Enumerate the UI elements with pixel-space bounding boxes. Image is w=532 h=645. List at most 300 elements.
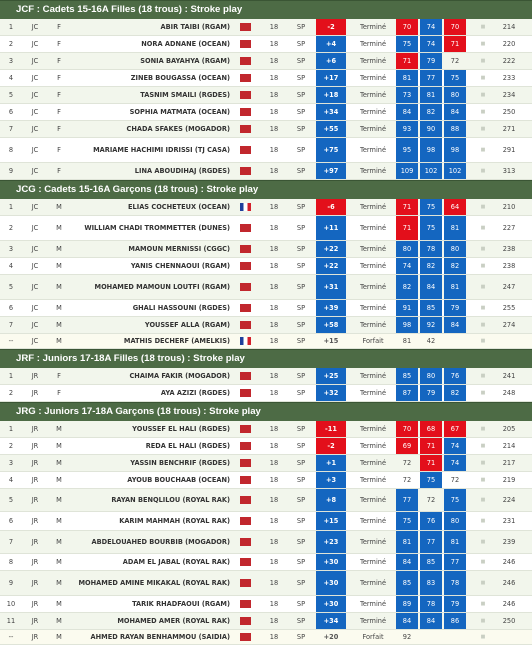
- to-par-cell: +18: [316, 87, 346, 103]
- total-score: 220: [502, 40, 516, 48]
- holes-cell: 18: [269, 57, 279, 65]
- round2-score: 77: [420, 531, 442, 553]
- holes-cell: 18: [269, 425, 279, 433]
- total-score: 291: [502, 146, 516, 154]
- flag-icon: [240, 531, 252, 553]
- detail-dot-icon[interactable]: ■: [480, 460, 486, 466]
- morocco-flag-icon: [240, 146, 251, 154]
- detail-dot-icon[interactable]: ■: [480, 518, 486, 524]
- detail-dot-icon[interactable]: ■: [480, 443, 486, 449]
- gender-cell: F: [57, 74, 61, 82]
- detail-dot-icon[interactable]: ■: [480, 580, 486, 586]
- status-cell: Terminé: [359, 23, 387, 31]
- rank-cell: 5: [8, 283, 14, 291]
- player-row[interactable]: [0, 512, 532, 531]
- category-cell: JC: [31, 23, 39, 31]
- to-par-cell: +97: [316, 163, 346, 179]
- player-name[interactable]: LINA ABOUDIHAJ (RGDES): [134, 166, 230, 175]
- detail-dot-icon[interactable]: ■: [480, 147, 486, 153]
- total-score: 241: [502, 372, 516, 380]
- player-row[interactable]: [0, 199, 532, 216]
- player-name[interactable]: TASNIM SMAILI (RGDES): [140, 90, 230, 99]
- to-par-cell: -11: [316, 421, 346, 437]
- category-cell: JR: [31, 442, 39, 450]
- flag-icon: [240, 53, 252, 69]
- total-score: [500, 334, 518, 348]
- detail-dot-icon[interactable]: ■: [480, 634, 486, 640]
- status-cell: Terminé: [359, 91, 387, 99]
- to-par-cell: +25: [316, 368, 346, 384]
- rank-cell: --: [8, 633, 14, 641]
- rank-cell: 2: [8, 442, 14, 450]
- format-cell: SP: [296, 425, 306, 433]
- round2-score: 75: [420, 216, 442, 240]
- round2-score: 85: [420, 554, 442, 570]
- round1-score: 91: [396, 300, 418, 316]
- holes-cell: 18: [269, 74, 279, 82]
- player-row[interactable]: [0, 554, 532, 571]
- flag-icon: [240, 216, 252, 240]
- round1-score: 70: [396, 421, 418, 437]
- status-cell: Terminé: [359, 57, 387, 65]
- detail-dot-icon[interactable]: ■: [480, 168, 486, 174]
- total-score: 214: [502, 23, 516, 31]
- format-cell: SP: [296, 91, 306, 99]
- category-cell: JR: [31, 617, 39, 625]
- player-name[interactable]: MOHAMED AMINE MIKAKAL (ROYAL RAK): [78, 578, 230, 587]
- status-cell: Terminé: [359, 496, 387, 504]
- morocco-flag-icon: [240, 617, 251, 625]
- gender-cell: M: [56, 617, 62, 625]
- player-row[interactable]: [0, 630, 532, 645]
- status-cell: Terminé: [359, 372, 387, 380]
- detail-dot-icon[interactable]: ■: [480, 75, 486, 81]
- player-row[interactable]: [0, 241, 532, 258]
- player-row[interactable]: [0, 531, 532, 554]
- player-name[interactable]: MARIAME HACHIMI IDRISSI (TJ CASA): [93, 145, 230, 154]
- to-par-cell: +32: [316, 385, 346, 401]
- player-row[interactable]: [0, 70, 532, 87]
- player-row[interactable]: [0, 36, 532, 53]
- player-name[interactable]: SOPHIA MATMATA (OCEAN): [129, 107, 230, 116]
- detail-dot-icon[interactable]: ■: [480, 246, 486, 252]
- player-name[interactable]: GHALI HASSOUNI (RGDES): [132, 303, 230, 312]
- detail-dot-icon[interactable]: ■: [480, 601, 486, 607]
- player-row[interactable]: [0, 596, 532, 613]
- detail-dot-icon[interactable]: ■: [480, 539, 486, 545]
- rank-cell: 8: [8, 146, 14, 154]
- gender-cell: M: [56, 304, 62, 312]
- morocco-flag-icon: [240, 558, 251, 566]
- player-name[interactable]: YOUSSEF ALLA (RGAM): [144, 320, 230, 329]
- round2-score: 83: [420, 571, 442, 595]
- section-header: JRG : Juniors 17-18A Garçons (18 trous) : Stroke play: [0, 402, 532, 421]
- detail-dot-icon[interactable]: ■: [480, 390, 486, 396]
- rank-cell: 1: [8, 425, 14, 433]
- round1-score: 81: [396, 531, 418, 553]
- flag-icon: [240, 87, 252, 103]
- morocco-flag-icon: [240, 600, 251, 608]
- round2-score: 82: [420, 258, 442, 274]
- player-name[interactable]: NORA ADNANE (OCEAN): [141, 39, 230, 48]
- holes-cell: 18: [269, 558, 279, 566]
- format-cell: SP: [296, 538, 306, 546]
- player-name[interactable]: AHMED RAYAN BENHAMMOU (SAIDIA): [90, 632, 230, 641]
- detail-dot-icon[interactable]: ■: [480, 322, 486, 328]
- round2-score: 74: [420, 36, 442, 52]
- to-par-cell: +30: [316, 554, 346, 570]
- holes-cell: 18: [269, 262, 279, 270]
- total-score: 250: [502, 617, 516, 625]
- status-cell: Terminé: [359, 476, 387, 484]
- player-row[interactable]: [0, 421, 532, 438]
- to-par-cell: +75: [316, 138, 346, 162]
- total-score: 217: [502, 459, 516, 467]
- round2-score: 68: [420, 421, 442, 437]
- round1-score: 70: [396, 19, 418, 35]
- round1-score: 71: [396, 199, 418, 215]
- flag-icon: [240, 554, 252, 570]
- round3-score: 79: [444, 596, 466, 612]
- status-cell: Forfait: [362, 633, 384, 641]
- round1-score: 77: [396, 489, 418, 511]
- category-cell: JR: [31, 600, 39, 608]
- gender-cell: F: [57, 91, 61, 99]
- round3-score: 81: [444, 275, 466, 299]
- player-name[interactable]: TARIK RHADFAOUI (RGAM): [132, 599, 230, 608]
- rank-cell: 7: [8, 125, 14, 133]
- morocco-flag-icon: [240, 304, 251, 312]
- status-cell: Terminé: [359, 425, 387, 433]
- round2-score: 77: [420, 70, 442, 86]
- gender-cell: M: [56, 262, 62, 270]
- detail-dot-icon[interactable]: ■: [480, 204, 486, 210]
- player-name[interactable]: YANIS CHENNAOUI (RGAM): [130, 261, 230, 270]
- format-cell: SP: [296, 517, 306, 525]
- status-cell: Terminé: [359, 74, 387, 82]
- gender-cell: F: [57, 167, 61, 175]
- player-row[interactable]: [0, 216, 532, 241]
- format-cell: SP: [296, 108, 306, 116]
- player-name[interactable]: MOHAMED MAMOUN LOUTFI (RGAM): [94, 282, 230, 291]
- player-name[interactable]: MAMOUN MERNISSI (CGGC): [128, 244, 230, 253]
- round2-score: 84: [420, 613, 442, 629]
- detail-dot-icon[interactable]: ■: [480, 24, 486, 30]
- player-row[interactable]: [0, 571, 532, 596]
- detail-dot-icon[interactable]: ■: [480, 284, 486, 290]
- player-name[interactable]: KARIM MAHMAH (ROYAL RAK): [119, 516, 230, 525]
- detail-dot-icon[interactable]: ■: [480, 373, 486, 379]
- category-cell: JR: [31, 558, 39, 566]
- round3-score: 79: [444, 300, 466, 316]
- category-cell: JC: [31, 40, 39, 48]
- player-name[interactable]: MATHIS DECHERF (AMELKIS): [123, 336, 230, 345]
- round3-score: 72: [450, 476, 460, 484]
- round3-score: 74: [444, 455, 466, 471]
- rank-cell: 11: [6, 617, 16, 625]
- round2-score: 72: [426, 496, 436, 504]
- round2-score: 42: [426, 337, 436, 345]
- rank-cell: 2: [8, 224, 14, 232]
- holes-cell: 18: [269, 203, 279, 211]
- player-row[interactable]: [0, 121, 532, 138]
- rank-cell: 6: [8, 517, 14, 525]
- round2-score: 78: [420, 241, 442, 257]
- detail-dot-icon[interactable]: ■: [480, 41, 486, 47]
- player-row[interactable]: [0, 19, 532, 36]
- player-name[interactable]: YOUSSEF EL HALI (RGDES): [132, 424, 230, 433]
- player-row[interactable]: [0, 334, 532, 349]
- player-name[interactable]: REDA EL HALI (RGDES): [145, 441, 230, 450]
- player-row[interactable]: [0, 317, 532, 334]
- holes-cell: 18: [269, 283, 279, 291]
- to-par-cell: +22: [316, 258, 346, 274]
- round2-score: 84: [420, 275, 442, 299]
- round1-score: 82: [396, 275, 418, 299]
- detail-dot-icon[interactable]: ■: [480, 426, 486, 432]
- status-cell: Terminé: [359, 321, 387, 329]
- round1-score: 84: [396, 554, 418, 570]
- gender-cell: M: [56, 496, 62, 504]
- round3-score: 77: [444, 554, 466, 570]
- player-name[interactable]: MOHAMED AMER (ROYAL RAK): [117, 616, 230, 625]
- holes-cell: 18: [269, 517, 279, 525]
- player-name[interactable]: AYA AZIZI (RGDES): [160, 388, 230, 397]
- total-score: 313: [502, 167, 516, 175]
- section-header: JCG : Cadets 15-16A Garçons (18 trous) : Stroke play: [0, 180, 532, 199]
- player-row[interactable]: [0, 613, 532, 630]
- round2-score: 75: [420, 199, 442, 215]
- player-row[interactable]: [0, 258, 532, 275]
- to-par-cell: +58: [316, 317, 346, 333]
- round3-score: 78: [444, 571, 466, 595]
- category-cell: JR: [31, 633, 39, 641]
- morocco-flag-icon: [240, 224, 251, 232]
- player-name[interactable]: ABIR TAIBI (RGAM): [160, 22, 230, 31]
- round1-score: 71: [396, 216, 418, 240]
- morocco-flag-icon: [240, 167, 251, 175]
- player-row[interactable]: [0, 368, 532, 385]
- detail-dot-icon[interactable]: ■: [480, 263, 486, 269]
- detail-dot-icon[interactable]: ■: [480, 477, 486, 483]
- round2-score: 81: [420, 87, 442, 103]
- status-cell: Terminé: [359, 304, 387, 312]
- morocco-flag-icon: [240, 425, 251, 433]
- total-score: 247: [502, 283, 516, 291]
- category-cell: JC: [31, 125, 39, 133]
- format-cell: SP: [296, 337, 306, 345]
- player-row[interactable]: [0, 53, 532, 70]
- section-header: JCF : Cadets 15-16A Filles (18 trous) : Stroke play: [0, 0, 532, 19]
- detail-dot-icon[interactable]: ■: [480, 559, 486, 565]
- category-cell: JR: [31, 579, 39, 587]
- status-cell: Terminé: [359, 558, 387, 566]
- morocco-flag-icon: [240, 40, 251, 48]
- gender-cell: M: [56, 321, 62, 329]
- round3-score: [444, 334, 466, 348]
- gender-cell: M: [56, 517, 62, 525]
- gender-cell: M: [56, 538, 62, 546]
- gender-cell: M: [56, 600, 62, 608]
- round2-score: 82: [420, 104, 442, 120]
- player-row[interactable]: [0, 87, 532, 104]
- player-name[interactable]: CHAIMA FAKIR (MOGADOR): [129, 371, 230, 380]
- player-name[interactable]: WILLIAM CHADI TROMMETTER (DUNES): [84, 223, 230, 232]
- status-cell: Terminé: [359, 262, 387, 270]
- player-name[interactable]: ELIAS COCHETEUX (OCEAN): [128, 202, 230, 211]
- player-row[interactable]: [0, 275, 532, 300]
- gender-cell: F: [57, 146, 61, 154]
- holes-cell: 18: [269, 224, 279, 232]
- holes-cell: 18: [269, 321, 279, 329]
- gender-cell: M: [56, 476, 62, 484]
- detail-dot-icon[interactable]: ■: [480, 305, 486, 311]
- round3-score: 74: [444, 438, 466, 454]
- status-cell: Terminé: [359, 600, 387, 608]
- round1-score: 109: [396, 163, 418, 179]
- holes-cell: 18: [269, 108, 279, 116]
- player-row[interactable]: [0, 455, 532, 472]
- to-par-cell: -2: [316, 438, 346, 454]
- player-row[interactable]: [0, 300, 532, 317]
- total-score: 239: [502, 538, 516, 546]
- to-par-cell: +3: [316, 472, 346, 488]
- gender-cell: F: [57, 389, 61, 397]
- player-name[interactable]: YASSIN BENCHRIF (RGDES): [130, 458, 230, 467]
- player-row[interactable]: [0, 385, 532, 402]
- player-name[interactable]: RAYAN BENQLILOU (ROYAL RAK): [111, 495, 230, 504]
- flag-icon: [240, 438, 252, 454]
- rank-cell: 4: [8, 476, 14, 484]
- round1-score: 71: [396, 53, 418, 69]
- format-cell: SP: [296, 459, 306, 467]
- category-cell: JC: [31, 304, 39, 312]
- morocco-flag-icon: [240, 91, 251, 99]
- flag-icon: [240, 258, 252, 274]
- player-row[interactable]: [0, 489, 532, 512]
- round1-score: 73: [396, 87, 418, 103]
- round1-score: 72: [402, 459, 412, 467]
- round1-score: 74: [396, 258, 418, 274]
- format-cell: SP: [296, 633, 306, 641]
- to-par-cell: +55: [316, 121, 346, 137]
- format-cell: SP: [296, 496, 306, 504]
- format-cell: SP: [296, 224, 306, 232]
- round1-score: 75: [396, 512, 418, 530]
- player-row[interactable]: [0, 104, 532, 121]
- status-cell: Forfait: [362, 337, 384, 345]
- player-row[interactable]: [0, 163, 532, 180]
- player-name[interactable]: CHADA SFAKES (MOGADOR): [126, 124, 230, 133]
- to-par-cell: +17: [316, 70, 346, 86]
- status-cell: Terminé: [359, 283, 387, 291]
- total-score: 271: [502, 125, 516, 133]
- status-cell: Terminé: [359, 167, 387, 175]
- to-par-cell: +34: [316, 613, 346, 629]
- detail-dot-icon[interactable]: ■: [480, 225, 486, 231]
- status-cell: Terminé: [359, 517, 387, 525]
- total-score: 219: [502, 476, 516, 484]
- status-cell: Terminé: [359, 538, 387, 546]
- flag-icon: [240, 368, 252, 384]
- detail-dot-icon[interactable]: ■: [480, 126, 486, 132]
- round2-score: 79: [420, 385, 442, 401]
- category-cell: JR: [31, 459, 39, 467]
- total-score: 234: [502, 91, 516, 99]
- round1-score: 80: [396, 241, 418, 257]
- round2-score: 74: [420, 19, 442, 35]
- round2-score: 78: [420, 596, 442, 612]
- detail-dot-icon[interactable]: ■: [480, 338, 486, 344]
- holes-cell: 18: [269, 337, 279, 345]
- rank-cell: 4: [8, 74, 14, 82]
- flag-icon: [240, 472, 252, 488]
- round3-score: 98: [444, 138, 466, 162]
- round1-score: 92: [402, 633, 412, 641]
- category-cell: JC: [31, 337, 39, 345]
- gender-cell: M: [56, 224, 62, 232]
- to-par-cell: +15: [316, 512, 346, 530]
- player-row[interactable]: [0, 472, 532, 489]
- player-name[interactable]: ZINEB BOUGASSA (OCEAN): [130, 73, 230, 82]
- gender-cell: M: [56, 459, 62, 467]
- category-cell: JR: [31, 476, 39, 484]
- detail-dot-icon[interactable]: ■: [480, 109, 486, 115]
- detail-dot-icon[interactable]: ■: [480, 92, 486, 98]
- gender-cell: M: [56, 633, 62, 641]
- player-name[interactable]: SONIA BAYAHYA (RGAM): [140, 56, 230, 65]
- total-score: 274: [502, 321, 516, 329]
- category-cell: JC: [31, 91, 39, 99]
- detail-dot-icon[interactable]: ■: [480, 497, 486, 503]
- morocco-flag-icon: [240, 262, 251, 270]
- detail-dot-icon[interactable]: ■: [480, 58, 486, 64]
- rank-cell: 9: [8, 167, 14, 175]
- player-name[interactable]: AYOUB BOUCHAAB (OCEAN): [127, 475, 230, 484]
- player-row[interactable]: [0, 438, 532, 455]
- rank-cell: 10: [6, 600, 16, 608]
- round2-score: [420, 630, 442, 644]
- round3-score: 70: [444, 19, 466, 35]
- player-name[interactable]: ADAM EL JABAL (ROYAL RAK): [122, 557, 230, 566]
- status-cell: Terminé: [359, 442, 387, 450]
- to-par-cell: +8: [316, 489, 346, 511]
- player-name[interactable]: ABDELOUAHED BOURBIB (MOGADOR): [91, 537, 230, 546]
- round3-score: 75: [444, 70, 466, 86]
- to-par-cell: +30: [316, 596, 346, 612]
- format-cell: SP: [296, 304, 306, 312]
- round1-score: 87: [396, 385, 418, 401]
- category-cell: JC: [31, 167, 39, 175]
- round1-score: 93: [396, 121, 418, 137]
- gender-cell: M: [56, 558, 62, 566]
- holes-cell: 18: [269, 304, 279, 312]
- total-score: 210: [502, 203, 516, 211]
- total-score: 250: [502, 108, 516, 116]
- detail-dot-icon[interactable]: ■: [480, 618, 486, 624]
- status-cell: Terminé: [359, 203, 387, 211]
- gender-cell: M: [56, 203, 62, 211]
- morocco-flag-icon: [240, 633, 251, 641]
- to-par-cell: +4: [316, 36, 346, 52]
- player-row[interactable]: [0, 138, 532, 163]
- round2-score: 98: [420, 138, 442, 162]
- holes-cell: 18: [269, 91, 279, 99]
- total-score: 238: [502, 262, 516, 270]
- flag-icon: [240, 300, 252, 316]
- rank-cell: 1: [8, 372, 14, 380]
- total-score: 224: [502, 496, 516, 504]
